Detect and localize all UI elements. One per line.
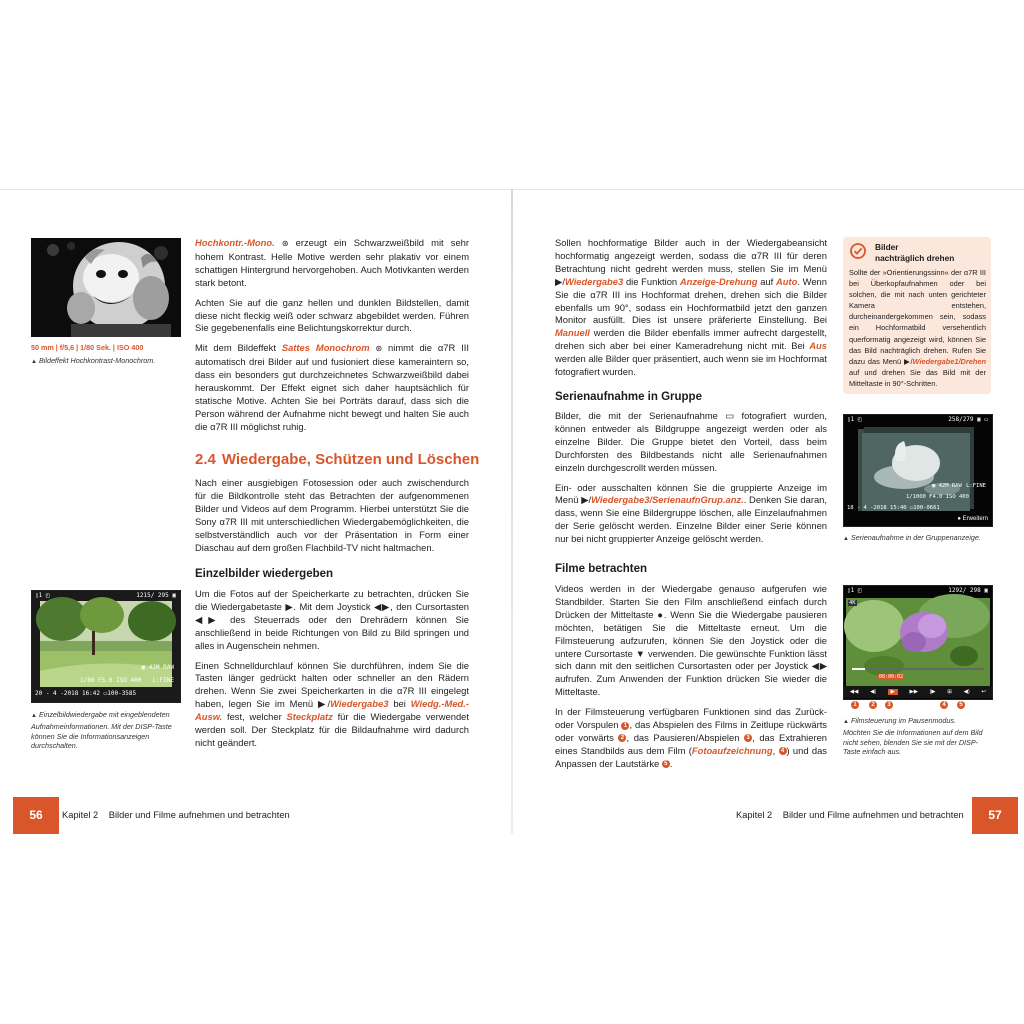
tip-text: Sollte der »Orientierungssinn« der α7R III bei Überkopfaufnahmen oder bei solchen, die mit nach unten gerichteter Kamera entstehen, durcheinandergekommen sein, sodass ein Hochformatbild versehentlich querformatig angezeigt wird, können Sie das Bild nachträglich drehen. Rufen Sie dazu das Menü ▶/Wiedergabe1/Drehen auf und drehen Sie das Bild mit der Mitteltaste in 90°-Schritten. xyxy=(849,268,986,388)
para-serienaufnahme: Bilder, die mit der Serienaufnahme ▭ fotografiert wurden, können entweder als Bildgruppe angezeigt werden oder als einzelne Bilder. Die Gruppe bietet den Vorteil, dass beim Durchforsten des Bildbestands nicht alle Serienaufnahmen einzeln durchgescrollt werden müssen. xyxy=(555,410,827,473)
cam-corner-label: 4K xyxy=(849,600,856,606)
slow-reverse-button[interactable]: ◀| xyxy=(870,689,876,695)
para-videos: Videos werden in der Wiedergabe genauso aufgerufen wie Standbilder. Starten Sie den Film anschließend einfach durch Drücken der Mitteltaste ●. Wenn Sie die Wiedergabe pausieren möchten, betätigen Sie die Mitteltaste erneut. Um die Filmsteuerung aufzurufen, können Sie den Joystick oder die untere Cursortaste ▼ verwenden. Die gewünschte Funktion lässt sich dann mit den seitlichen Cursortasten oder per Joystick ◀▶ aufrufen. Zum Anwenden der Funktion drücken Sie wieder die Mitteltaste. xyxy=(555,583,827,698)
photo2-caption: ▲ Einzelbildwiedergabe mit eingeblendeten Aufnahmeinformationen. Mit der DISP-Taste können Sie die Informationsanzeigen durchschalten. xyxy=(31,710,172,751)
para-gruppierte-anzeige: Ein- oder ausschalten können Sie die gruppierte Anzeige im Menü ▶/Wiedergabe3/SerienaufnGrup.anz.. Denken Sie daran, dass, wenn Sie eine Bildergruppe löschen, alle Einzelaufnahmen der Serie gelöscht werden. Einzelne Bilder einer Serie können nur bei nicht gruppierter Anzeige gelöscht werden. xyxy=(555,481,827,545)
footer-right: Kapitel 2 Bilder und Filme aufnehmen und betrachten xyxy=(736,810,964,820)
para-hochkontrast: Hochkontr.-Mono. ⊛ erzeugt ein Schwarzweißbild mit sehr hohem Kontrast. Helle Motive werden sehr plakativ vor einem schattigen Hintergrund hervorgehoben. Auch Motivkanten werden stark betont. xyxy=(195,237,470,288)
cam-exif-label: 1/1000 F4.0 ISO 400 xyxy=(906,494,969,500)
left-column-bottom xyxy=(195,588,469,757)
para-wiedergabetaste: Um die Fotos auf der Speicherkarte zu betrachten, drücken Sie die Wiedergabetaste ▶. Mit dem Joystick ◀▶, den Cursortasten ◀▶ des Steuerrads oder den Drehrädern können Sie anschließend in beide Richtungen von Bild zu Bild springen und alles in Augenschein nehmen. xyxy=(195,588,469,651)
lilac-illustration xyxy=(844,586,992,699)
photo1-caption: ▲ Bildeffekt Hochkontrast-Monochrom. xyxy=(31,356,156,365)
tip-box xyxy=(843,237,991,394)
photo-capture-button[interactable]: ⊞ xyxy=(947,689,952,695)
cam-time-label: 00:00:02 xyxy=(879,674,904,680)
expand-button[interactable]: ● Erweitern xyxy=(957,516,988,522)
callout-badge-2: 2 xyxy=(869,701,877,709)
camera-movie-playback xyxy=(843,585,993,700)
marker-badge-2: 2 xyxy=(618,734,626,742)
checkmark-icon xyxy=(850,243,866,259)
para-sattes-monochrom: Mit dem Bildeffekt Sattes Monochrom ⊛ nimmt die α7R III automatisch drei Bilder auf und fusioniert diese kameraintern so, dass ein besonders gut durchzeichnetes Schwarzweißbild dabei herauskommt. Der Effekt eignet sich daher hauptsächlich für statische Motive. Achten Sie bei Porträts darauf, dass sich die Person während der Aufnahme nicht bewegt und halten Sie auch die α7R III möglichst ruhig. xyxy=(195,342,469,432)
cam-fine-label: L:FINE xyxy=(152,677,174,684)
park-illustration xyxy=(32,591,180,702)
right-column-bottom xyxy=(555,583,827,778)
progress-fill xyxy=(852,668,865,670)
camera-playback-park xyxy=(31,590,181,703)
para-intro: Nach einer ausgiebigen Fotosession oder auch zwischendurch für die Bildkontrolle steht das Betrachten der aufgenommenen Bilder und Videos auf dem Programm. Hierbei unterstützt Sie die Sony α7R III mit unterschiedlichen Wiedergabemöglichkeiten, die selbstverständlich auch vor der Präsentation in Form einer Diaschau auf dem großen Flachbild-TV nicht haltmachen. xyxy=(195,477,469,553)
cam-fine-label: L:FINE xyxy=(966,483,986,489)
cam-bottom-bar: 20 - 4 -2018 16:42 ▭100-3585 xyxy=(35,690,137,697)
lion-statue-illustration xyxy=(31,238,181,337)
caption-triangle-icon: ▲ xyxy=(843,719,849,725)
marker-badge-1: 1 xyxy=(621,722,629,730)
volume-button[interactable]: ◀) xyxy=(963,689,970,695)
marker-badge-3: 3 xyxy=(744,734,752,742)
caption-triangle-icon: ▲ xyxy=(31,713,37,719)
heading-einzelbilder: Einzelbilder wiedergeben xyxy=(195,568,334,580)
photo1-exif: 50 mm | f/5,6 | 1/80 Sek. | ISO 400 xyxy=(31,343,144,352)
marker-badge-4: 4 xyxy=(779,747,787,755)
cam-raw-label: ▣ 42M RAW xyxy=(932,483,962,489)
marker-badge-5: 5 xyxy=(662,760,670,768)
para-hochformat: Sollen hochformatige Bilder auch in der Wiedergabeansicht hochformatig angezeigt werden, sodass die α7R III für deren Betrachtung nicht gedreht werden muss, stellen Sie im Menü ▶/Wiedergabe3 die Funktion Anzeige-Drehung auf Auto. Wenn Sie die α7R III ins Hochformat drehen, drehen sich die Bilder ebenfalls um 90°, sodass ein Hochformatbild jetzt den ganzen Monitor ausfüllt. Dies ist unsere präferierte Einstellung. Bei Manuell werden die Bilder ebenfalls immer aufrecht dargestellt, drehen sich aber bei einer Kameradrehung nicht mit. Bei Aus werden alle Bilder quer präsentiert, auch wenn sie im Hochformat fotografiert wurden. xyxy=(555,237,827,378)
return-button[interactable]: ↩ xyxy=(981,689,987,695)
right-column-top xyxy=(555,237,827,386)
heading-filme: Filme betrachten xyxy=(555,563,648,575)
para-filmsteuerung: In der Filmsteuerung verfügbaren Funktionen sind das Zurück- oder Vorspulen 1 , das Abspielen des Films in Zeitlupe rückwärts oder vorwärts 2 , das Pausieren/Abspielen 3 , das Extrahieren eines Standbilds aus dem Film (Fotoaufzeichnung, 4 ) und das Anpassen der Lautstärke 5 . xyxy=(555,706,828,769)
para-schnelldurchlauf: Einen Schnelldurchlauf können Sie durchführen, indem Sie die Tasten länger gedrückt halten oder schneller an den Rädern drehen. Wenn Sie zwei Speicherkarten in die α7R III eingelegt haben, legen Sie im Menü ▶/Wiedergabe3 bei Wiedg.-Med.-Ausw. fest, welcher Steckplatz für die Wiedergabe verwendet werden soll. Der Steckplatz für die Bildaufnahme wird dadurch nicht geändert. xyxy=(195,659,469,748)
progress-track[interactable] xyxy=(852,668,984,670)
footer-left: Kapitel 2 Bilder und Filme aufnehmen und betrachten xyxy=(62,810,290,820)
callout-badge-5: 5 xyxy=(957,701,965,709)
heading-serienaufnahme: Serienaufnahme in Gruppe xyxy=(555,391,702,403)
page-number-left: 56 xyxy=(13,797,59,834)
movie-callouts xyxy=(843,701,991,711)
section-heading: 2.4 Wiedergabe, Schützen und Löschen xyxy=(195,451,480,468)
slow-forward-button[interactable]: |▶ xyxy=(929,689,936,695)
cam-top-bar: ▯1 ◰ 1292/ 298 ▣ xyxy=(847,587,988,594)
cam-raw-label: ▣ 42M RAW xyxy=(141,664,174,671)
caption-triangle-icon: ▲ xyxy=(843,536,849,542)
rewind-button[interactable]: ◀◀ xyxy=(849,689,859,695)
callout-badge-1: 1 xyxy=(851,701,859,709)
tip-title: Bilder nachträglich drehen xyxy=(875,242,955,263)
photo-lion-statue xyxy=(31,238,181,337)
caption-triangle-icon: ▲ xyxy=(31,359,37,365)
callout-badge-3: 3 xyxy=(885,701,893,709)
movie-control-bar xyxy=(844,686,992,698)
forward-button[interactable]: ▶▶ xyxy=(909,689,919,695)
cam-date-label: 18 - 4 -2018 15:40 ▭100-0661 xyxy=(847,505,940,511)
left-column-top xyxy=(195,237,469,441)
callout-badge-4: 4 xyxy=(940,701,948,709)
cam-exif-label: 1/80 F5.6 ISO 400 xyxy=(80,677,142,684)
page-number-right: 57 xyxy=(972,797,1018,834)
camera-playback-group xyxy=(843,414,993,527)
photo3-caption: ▲ Serienaufnahme in der Gruppenanzeige. xyxy=(843,533,981,542)
cam-top-bar: ▯1 ◰ 258/279 ▣ ▭ xyxy=(847,416,988,423)
play-pause-button[interactable]: ▶ xyxy=(888,689,898,695)
effect-icon: ⊛ xyxy=(281,239,289,248)
para-bildstellen: Achten Sie auf die ganz hellen und dunklen Bildstellen, damit diese nicht fleckig weiß oder schwarz abgebildet werden. Führen Sie gegebenenfalls eine Belichtungskorrektur durch. xyxy=(195,296,469,334)
right-column-mid xyxy=(555,410,827,553)
effect-icon: ⊛ xyxy=(375,344,383,354)
cam-top-bar: ▯1 ◰ 1215/ 295 ▣ xyxy=(35,592,176,599)
photo4-caption: ▲ Filmsteuerung im Pausenmodus. Möchten Sie die Informationen auf dem Bild nicht sehen, blenden Sie sie mit der DISP-Taste einfach aus. xyxy=(843,716,983,757)
